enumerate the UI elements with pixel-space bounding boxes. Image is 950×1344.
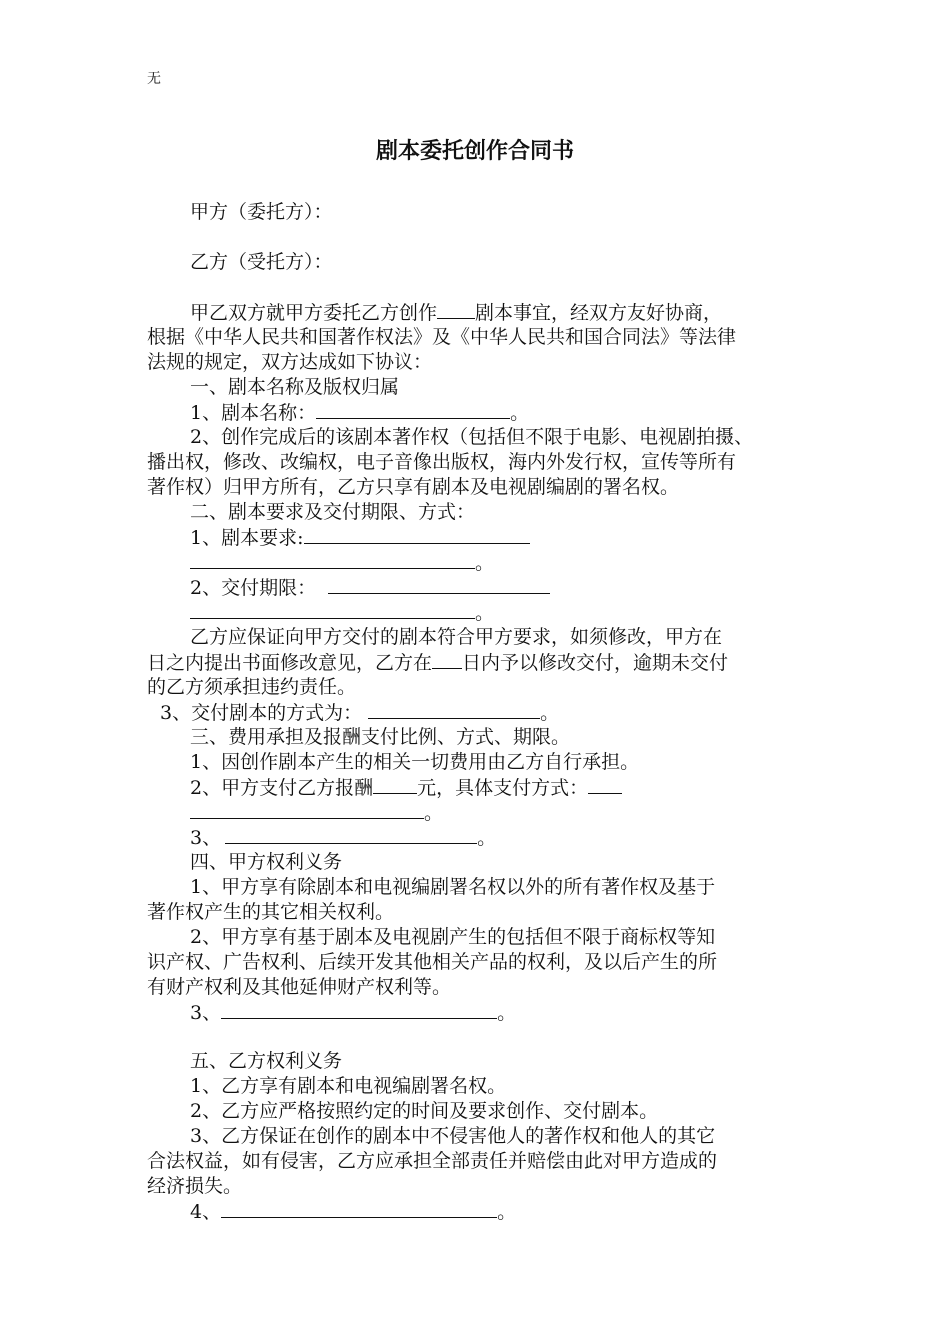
item-4-label: 4、 (190, 1201, 222, 1223)
delivery-deadline-label: 2、交付期限： (190, 577, 317, 599)
period-mark: 。 (475, 602, 495, 624)
party-b-line: 乙方（受托方）： (190, 251, 333, 273)
section-5-item-1: 1、乙方享有剧本和电视编剧署名权。 (190, 1075, 507, 1097)
period-mark: 。 (477, 827, 497, 849)
revision-text-b: 日内予以修改交付，逾期未交付 (462, 652, 729, 674)
item-4-blank (221, 1199, 497, 1218)
period-mark: 。 (497, 1002, 517, 1024)
section-4-heading: 四、甲方权利义务 (190, 851, 343, 873)
item-3-blank (221, 1000, 497, 1019)
section-5-item-3-line-2: 合法权益，如有侵害，乙方应承担全部责任并赔偿由此对甲方造成的 (147, 1150, 718, 1172)
delivery-method-blank (368, 700, 540, 719)
intro-line-3: 法规的规定，双方达成如下协议： (147, 351, 433, 373)
section-4-item-2-line-2: 识产权、广告权利、后续开发其他相关产品的权利，及以后产生的所 (147, 951, 718, 973)
revision-paragraph-line-2 (147, 650, 813, 676)
delivery-deadline-blank-2 (190, 600, 475, 619)
section-5-heading: 五、乙方权利义务 (190, 1050, 343, 1072)
revision-paragraph-line-3: 的乙方须承担违约责任。 (147, 676, 357, 698)
section-1-heading: 一、剧本名称及版权归属 (190, 376, 400, 398)
intro-line-2: 根据《中华人民共和国著作权法》及《中华人民共和国合同法》等法律 (147, 326, 737, 348)
script-name-label: 1、剧本名称： (190, 402, 317, 424)
period-mark: 。 (424, 802, 444, 824)
section-2-item-2 (190, 575, 856, 601)
payment-amount-blank (373, 775, 417, 794)
revision-days-blank (432, 650, 462, 669)
section-1-item-2-line-2: 播出权，修改、改编权，电子音像出版权，海内外发行权，宣传等所有 (147, 451, 737, 473)
period-mark: 。 (540, 702, 560, 724)
section-2-heading: 二、剧本要求及交付期限、方式： (190, 501, 476, 523)
section-5-item-3-line-1: 3、乙方保证在创作的剧本中不侵害他人的著作权和他人的其它 (190, 1125, 716, 1147)
section-2-item-2-continued (190, 600, 856, 626)
section-4-item-1-line-1: 1、甲方享有除剧本和电视编剧署名权以外的所有著作权及基于 (190, 876, 716, 898)
item-3-blank (225, 825, 477, 844)
payment-method-blank-2 (190, 800, 424, 819)
section-1-item-2-line-1: 2、创作完成后的该剧本著作权（包括但不限于电影、电视剧拍摄、 (190, 426, 754, 448)
script-name-blank (316, 400, 510, 419)
intro-text-a: 甲乙双方就甲方委托乙方创作 (190, 302, 438, 324)
item-3-label: 3、 (190, 827, 222, 849)
payment-text-b: 元，具体支付方式： (417, 777, 589, 799)
payment-text-a: 2、甲方支付乙方报酬 (190, 777, 374, 799)
section-4-item-1-line-2: 著作权产生的其它相关权利。 (147, 901, 395, 923)
section-5-item-4 (190, 1199, 856, 1225)
intro-line-1 (190, 300, 856, 326)
section-4-item-2-line-3: 有财产权利及其他延伸财产权利等。 (147, 976, 452, 998)
payment-method-blank (588, 775, 622, 794)
revision-text-a: 日之内提出书面修改意见，乙方在 (147, 652, 433, 674)
script-requirement-blank-2 (190, 550, 475, 569)
section-1-item-1 (190, 400, 856, 426)
script-requirement-label: 1、剧本要求: (190, 527, 304, 549)
delivery-method-label: 3、交付剧本的方式为： (160, 702, 363, 724)
section-3-item-1: 1、因创作剧本产生的相关一切费用由乙方自行承担。 (190, 751, 640, 773)
section-2-item-3 (160, 700, 826, 726)
script-requirement-blank (304, 525, 530, 544)
section-4-item-2-line-1: 2、甲方享有基于剧本及电视剧产生的包括但不限于商标权等知 (190, 926, 716, 948)
section-3-item-2 (190, 775, 856, 801)
section-2-item-1-continued (190, 550, 856, 576)
section-5-item-2: 2、乙方应严格按照约定的时间及要求创作、交付剧本。 (190, 1100, 659, 1122)
period-mark: 。 (475, 552, 495, 574)
header-mark: 无 (147, 71, 161, 87)
section-4-item-3 (190, 1000, 856, 1026)
section-5-item-3-line-3: 经济损失。 (147, 1175, 243, 1197)
section-3-item-3 (190, 825, 856, 851)
party-a-line: 甲方（委托方）： (190, 201, 333, 223)
section-1-item-2-line-3: 著作权）归甲方所有，乙方只享有剧本及电视剧编剧的署名权。 (147, 476, 680, 498)
period-mark: 。 (510, 402, 530, 424)
revision-paragraph-line-1: 乙方应保证向甲方交付的剧本符合甲方要求，如须修改，甲方在 (190, 626, 723, 648)
document-title: 剧本委托创作合同书 (375, 139, 574, 164)
section-2-item-1 (190, 525, 856, 551)
section-3-heading: 三、费用承担及报酬支付比例、方式、期限。 (190, 726, 571, 748)
section-3-item-2-continued (190, 800, 856, 826)
intro-text-b: 剧本事宜，经双方友好协商， (475, 302, 723, 324)
work-name-blank (437, 300, 475, 319)
delivery-deadline-blank (328, 575, 550, 594)
item-3-label: 3、 (190, 1002, 222, 1024)
period-mark: 。 (497, 1201, 517, 1223)
